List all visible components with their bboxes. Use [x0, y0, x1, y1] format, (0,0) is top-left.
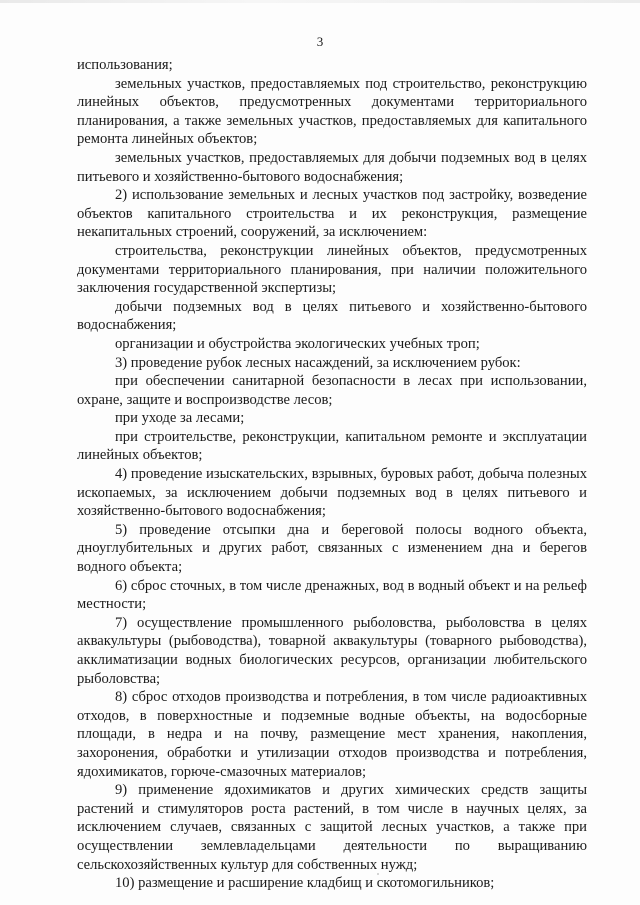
page-number: 3	[316, 34, 324, 49]
paragraph: строительства, реконструкции линейных объектов, предусмотренных документами территориального планирования, при наличии положительного заключения государственной экспертизы;	[77, 242, 587, 297]
paragraph: при уходе за лесами;	[115, 410, 245, 427]
scan-speck	[377, 873, 379, 875]
document-body	[77, 56, 587, 893]
paragraph: 2) использование земельных и лесных участков под застройку, возведение объектов капитального строительства и их реконструкция, размещение некапитальных строений, сооружений, за исключением:	[77, 187, 587, 241]
paragraph: 9) применение ядохимикатов и других химических средств защиты растений и стимуляторов роста растений, в том числе в научных целях, за исключением случаев, связанных с защитой лесных участков, а также при осуществлении землевладельцами деятельности по выращиванию сельскохозяйственных культур для собственных нужд;	[77, 782, 587, 873]
paragraph: земельных участков, предоставляемых под строительство, реконструкцию линейных объектов, предусмотренных документами территориального планирования, а также земельных участков, предоставляемых для капитального ремонта линейных объектов;	[77, 75, 587, 148]
paragraph: использования;	[77, 57, 173, 73]
paragraph: организации и обустройства экологических учебных троп;	[115, 335, 480, 352]
paragraph: 6) сброс сточных, в том числе дренажных, вод в водный объект и на рельеф местности;	[77, 577, 587, 613]
paragraph: земельных участков, предоставляемых для добычи подземных вод в целях питьевого и хозяйственно-бытового водоснабжения;	[77, 149, 587, 185]
paragraph: при обеспечении санитарной безопасности в лесах при использовании, охране, защите и воспроизводстве лесов;	[77, 373, 587, 408]
paragraph: добычи подземных вод в целях питьевого и хозяйственно-бытового водоснабжения;	[77, 298, 587, 334]
paragraph: 8) сброс отходов производства и потребления, в том числе радиоактивных отходов, в поверхностные и подземные водные объекты, на водосборные площади, в недра и на почву, размещение мест хранения, накопления, захоронения, обработки и утилизации отходов производства и потребления, ядохимикатов, горюче-смазочных материалов;	[77, 689, 587, 780]
scan-top-edge	[0, 0, 640, 3]
paragraph: 5) проведение отсыпки дна и береговой полосы водного объекта, дноуглубительных и других работ, связанных с изменением дна и берегов водного объекта;	[77, 521, 587, 576]
paragraph: 3) проведение рубок лесных насаждений, за исключением рубок:	[115, 354, 521, 371]
paragraph: при строительстве, реконструкции, капитальном ремонте и эксплуатации линейных объектов;	[77, 428, 587, 464]
paragraph: 4) проведение изыскательских, взрывных, буровых работ, добыча полезных ископаемых, за исключением добычи подземных вод в целях питьевого и хозяйственно-бытового водоснабжения;	[77, 466, 587, 520]
paragraph: 7) осуществление промышленного рыболовства, рыболовства в целях аквакультуры (рыбоводства), товарной аквакультуры (товарного рыбоводства), акклиматизации водных биологических ресурсов, организации любительского рыболовства;	[77, 614, 587, 687]
paragraph: 10) размещение и расширение кладбищ и скотомогильников;	[115, 875, 495, 892]
